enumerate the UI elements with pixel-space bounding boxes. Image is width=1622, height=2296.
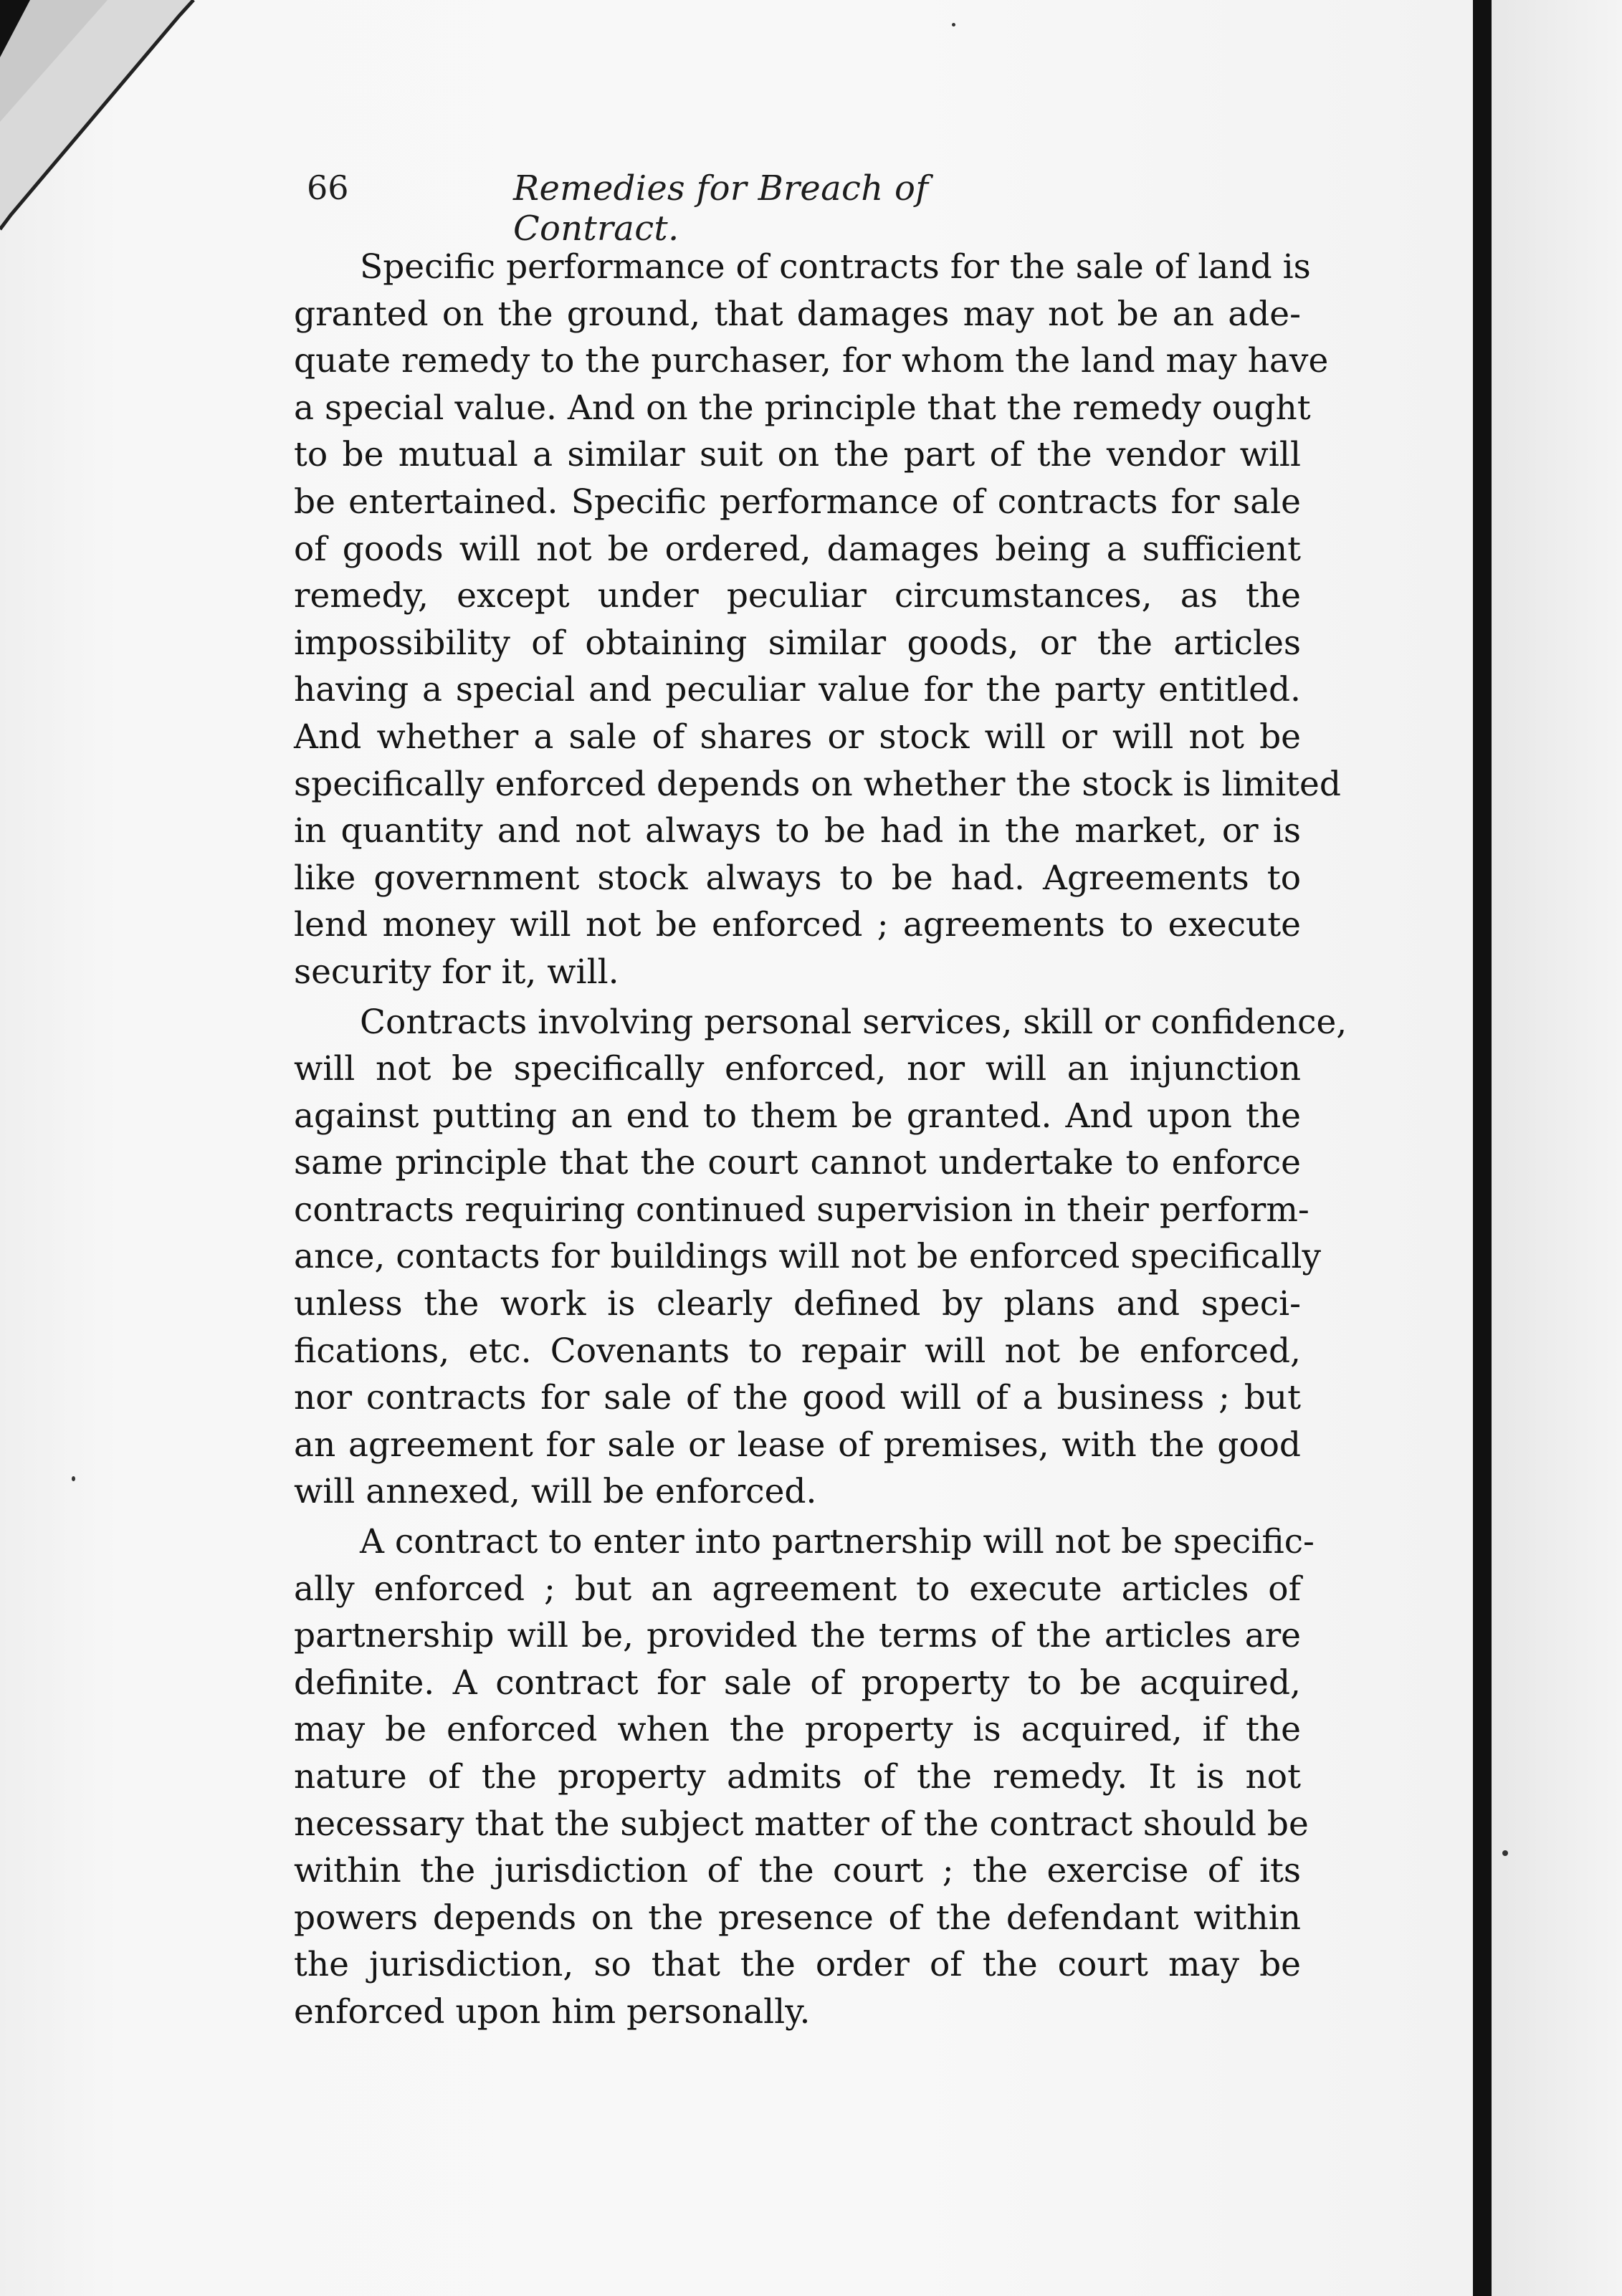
text-line: a special value. And on the principle that the remedy ought	[294, 388, 1311, 428]
paragraph-2	[294, 999, 1347, 1516]
running-title: Remedies for Breach of Contract.	[513, 168, 929, 249]
paragraph-1	[294, 244, 1341, 996]
text-line: will not be specifically enforced, nor will an injunction	[294, 1049, 1301, 1089]
paragraph-3	[294, 1518, 1315, 2036]
text-line: enforced upon him personally.	[294, 1991, 811, 2032]
text-line: partnership will be, provided the terms of the articles are	[294, 1616, 1301, 1656]
text-line: impossibility of obtaining similar goods, or the articles	[294, 623, 1301, 663]
text-line: A contract to enter into partnership will not be specific-	[360, 1522, 1315, 1562]
text-line: ally enforced ; but an agreement to execute articles of	[294, 1569, 1301, 1609]
binding-edge	[1473, 0, 1492, 2296]
page-number: 66	[307, 168, 349, 207]
text-line: unless the work is clearly defined by plans and speci-	[294, 1284, 1301, 1324]
text-line: an agreement for sale or lease of premises, with the good	[294, 1425, 1301, 1465]
text-line: Specific performance of contracts for the sale of land is	[360, 247, 1311, 287]
text-line: definite. A contract for sale of property to be acquired,	[294, 1663, 1301, 1703]
text-line: in quantity and not always to be had in the market, or is	[294, 811, 1301, 851]
text-line: may be enforced when the property is acquired, if the	[294, 1710, 1301, 1750]
text-line: security for it, will.	[294, 952, 619, 992]
text-line: having a special and peculiar value for the party entitled.	[294, 670, 1301, 710]
text-line: like government stock always to be had. Agreements to	[294, 858, 1301, 898]
text-line: be entertained. Specific performance of contracts for sale	[294, 482, 1301, 522]
text-line: specifically enforced depends on whether the stock is limited	[294, 764, 1341, 804]
ink-speck	[72, 1476, 75, 1481]
text-line: nature of the property admits of the remedy. It is not	[294, 1757, 1301, 1797]
body-text	[294, 244, 1347, 2036]
running-head	[307, 168, 1104, 249]
text-line: against putting an end to them be granted. And upon the	[294, 1096, 1301, 1136]
text-line: same principle that the court cannot undertake to enforce	[294, 1143, 1301, 1183]
text-line: remedy, except under peculiar circumstances, as the	[294, 576, 1301, 616]
text-line: necessary that the subject matter of the contract should be	[294, 1804, 1309, 1844]
text-line: Contracts involving personal services, skill or confidence,	[360, 1002, 1347, 1042]
text-line: the jurisdiction, so that the order of the court may be	[294, 1945, 1301, 1985]
text-line: to be mutual a similar suit on the part of the vendor will	[294, 435, 1301, 475]
text-line: ance, contacts for buildings will not be enforced specifically	[294, 1237, 1322, 1277]
facing-page-edge	[1492, 0, 1622, 2296]
text-line: quate remedy to the purchaser, for whom the land may have	[294, 341, 1329, 381]
text-line: powers depends on the presence of the defendant within	[294, 1898, 1301, 1938]
text-line: of goods will not be ordered, damages being a sufficient	[294, 529, 1301, 569]
text-line: contracts requiring continued supervision in their perform-	[294, 1190, 1309, 1230]
text-line: within the jurisdiction of the court ; the exercise of its	[294, 1851, 1301, 1891]
text-line: lend money will not be enforced ; agreements to execute	[294, 905, 1301, 945]
text-line: granted on the ground, that damages may not be an ade-	[294, 294, 1301, 334]
text-line: And whether a sale of shares or stock will or will not be	[294, 717, 1301, 757]
folded-corner-shadow	[0, 0, 222, 244]
text-line: will annexed, will be enforced.	[294, 1472, 817, 1512]
ink-speck	[952, 23, 955, 27]
ink-speck	[1502, 1850, 1508, 1856]
text-line: fications, etc. Covenants to repair will not be enforced,	[294, 1331, 1301, 1371]
text-line: nor contracts for sale of the good will of a business ; but	[294, 1378, 1301, 1418]
